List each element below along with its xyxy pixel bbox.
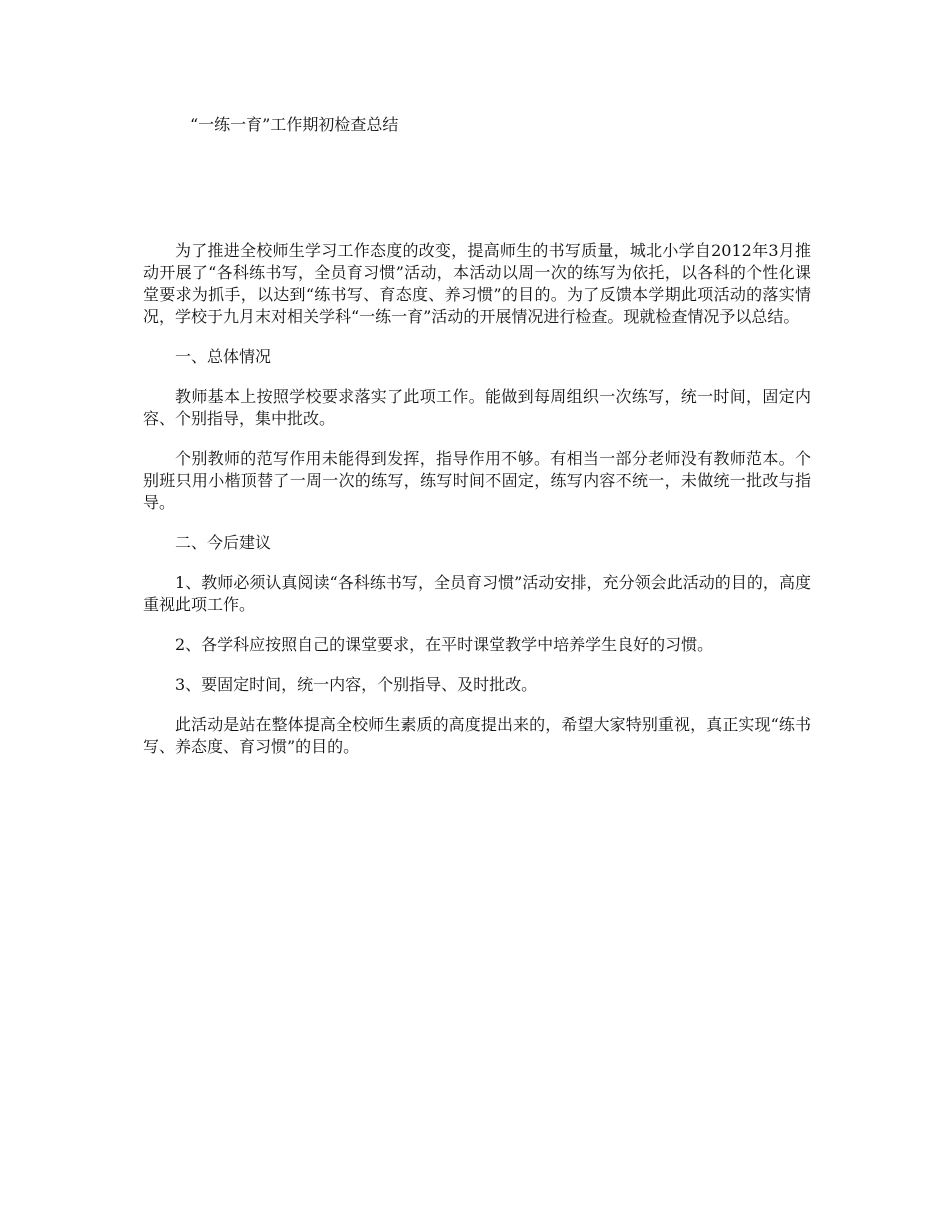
document-title: “一练一育”工作期初检查总结 [190,115,399,134]
overview-paragraph: 教师基本上按照学校要求落实了此项工作。能做到每周组织一次练写，统一时间，固定内容、个别指导，集中批改。 [143,387,811,428]
intro-paragraph: 为了推进全校师生学习工作态度的改变，提高师生的书写质量，城北小学自2012年3月推动开展了“各科练书写，全员育习惯”活动，本活动以周一次的练写为依托，以各科的个性化课堂要求为抓手，以达到“练书写、育态度、养习惯”的目的。为了反馈本学期此项活动的落实情况，学校于九月末对相关学科“一练一育”活动的开展情况进行检查。现就检查情况予以总结。 [143,241,811,326]
closing-paragraph: 此活动是站在整体提高全校师生素质的高度提出来的，希望大家特别重视，真正实现“练书写、养态度、育习惯”的目的。 [143,715,811,756]
document-body [143,240,811,776]
suggestion-item-3: 3、要固定时间，统一内容，个别指导、及时批改。 [175,675,538,694]
section-heading-suggestions: 二、今后建议 [175,533,272,552]
issues-paragraph: 个别教师的范写作用未能得到发挥，指导作用不够。有相当一部分老师没有教师范本。个别班只用小楷顶替了一周一次的练写，练写时间不固定，练写内容不统一，未做统一批改与指导。 [143,449,811,512]
suggestion-item-1: 1、教师必须认真阅读“各科练书写，全员育习惯”活动安排，充分领会此活动的目的，高度重视此项工作。 [143,573,811,614]
suggestion-item-2: 2、各学科应按照自己的课堂要求，在平时课堂教学中培养学生良好的习惯。 [175,635,714,654]
section-heading-overview: 一、总体情况 [175,347,272,366]
